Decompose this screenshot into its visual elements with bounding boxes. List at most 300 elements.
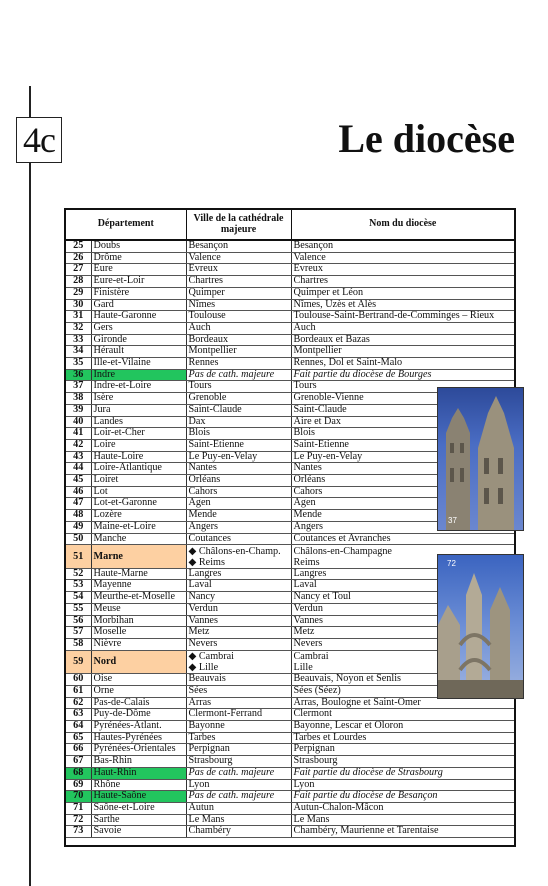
cell-dept-number xyxy=(66,369,91,381)
cell-diocese-name-text: Évreux xyxy=(293,263,323,275)
cell-cathedral-city xyxy=(186,533,291,545)
cell-dept-name-text: Gard xyxy=(93,299,114,310)
cell-cathedral-city-text: Bordeaux xyxy=(188,334,229,345)
cell-dept-name-text: Pas-de-Calais xyxy=(93,697,150,708)
cell-dept-name-text: Haute-Garonne xyxy=(93,310,157,322)
cell-dept-name xyxy=(91,568,186,580)
cell-cathedral-city-text: Laval xyxy=(188,579,212,591)
cell-dept-number-text: 45 xyxy=(73,474,84,486)
cell-diocese-name-text: Orléans xyxy=(293,474,326,486)
cell-diocese-name xyxy=(291,287,514,299)
cell-cathedral-city xyxy=(186,276,291,288)
cell-dept-name-text: Landes xyxy=(93,416,123,427)
cell-dept-number-text: 51 xyxy=(73,551,84,563)
cell-diocese-name xyxy=(291,814,514,826)
cell-cathedral-city xyxy=(186,756,291,768)
flying-buttresses-illustration xyxy=(438,555,523,698)
cell-dept-name xyxy=(91,650,186,674)
cell-dept-number xyxy=(66,779,91,791)
cell-diocese-name-text: Nîmes, Uzès et Alès xyxy=(293,299,377,310)
cell-dept-number xyxy=(66,826,91,838)
cell-dept-name xyxy=(91,802,186,814)
cell-cathedral-city-text: Angers xyxy=(188,521,218,532)
cell-dept-number xyxy=(66,393,91,405)
cell-dept-number-text: 26 xyxy=(73,252,84,263)
cell-dept-name xyxy=(91,486,186,498)
cell-dept-number xyxy=(66,486,91,498)
cell-dept-number-text: 40 xyxy=(73,416,84,427)
table-row xyxy=(66,779,514,791)
cell-cathedral-city xyxy=(186,685,291,697)
cell-diocese-name xyxy=(291,802,514,814)
cell-diocese-name-text: Toulouse-Saint-Bertrand-de-Comminges – Rieux xyxy=(293,310,495,322)
cell-cathedral-city-text: Le Mans xyxy=(188,814,225,825)
cell-diocese-name-text: Chambéry, Maurienne et Tarentaise xyxy=(293,825,439,837)
cell-cathedral-city xyxy=(186,767,291,779)
cell-dept-number-text: 43 xyxy=(73,451,84,462)
cell-diocese-name-text: Fait partie du diocèse de Strasbourg xyxy=(293,767,443,778)
cell-dept-number-text: 56 xyxy=(73,615,84,626)
cell-dept-number xyxy=(66,627,91,639)
cell-diocese-name-text: Rennes, Dol et Saint-Malo xyxy=(293,357,403,369)
cell-dept-number xyxy=(66,404,91,416)
cell-dept-number xyxy=(66,451,91,463)
cell-dept-number xyxy=(66,346,91,358)
cell-diocese-name-text: Clermont xyxy=(293,708,332,720)
cell-diocese-name-text: Saint-Étienne xyxy=(293,439,349,450)
cell-dept-name-text: Eure xyxy=(93,263,113,275)
cell-dept-name-text: Haut-Rhin xyxy=(93,767,137,778)
cell-dept-number xyxy=(66,533,91,545)
cell-dept-number-text: 32 xyxy=(73,322,84,333)
cell-cathedral-city xyxy=(186,322,291,334)
cell-dept-number-text: 48 xyxy=(73,509,84,521)
cell-dept-name xyxy=(91,439,186,451)
cell-diocese-name-text: Angers xyxy=(293,521,323,532)
cell-dept-name xyxy=(91,721,186,733)
cell-dept-number-text: 72 xyxy=(73,814,84,825)
cell-cathedral-city-text: Clermont-Ferrand xyxy=(188,708,263,720)
cell-dept-number-text: 68 xyxy=(73,767,84,778)
cell-dept-name-text: Indre-et-Loire xyxy=(93,380,152,392)
cell-dept-number xyxy=(66,639,91,651)
table-row xyxy=(66,767,514,779)
cell-diocese-name xyxy=(291,767,514,779)
cell-cathedral-city xyxy=(186,299,291,311)
cell-dept-name xyxy=(91,814,186,826)
cell-dept-name-text: Nord xyxy=(93,656,117,668)
cell-dept-name-text: Saône-et-Loire xyxy=(93,802,155,813)
cell-diocese-name-text: Beauvais, Noyon et Senlis xyxy=(293,673,402,685)
cell-dept-name-text: Orne xyxy=(93,685,114,696)
cell-dept-name xyxy=(91,744,186,756)
cell-cathedral-city-text: Bayonne xyxy=(188,720,225,732)
cell-dept-number xyxy=(66,381,91,393)
cell-cathedral-city-text: Lyon xyxy=(188,779,210,790)
cell-dept-name-text: Maine-et-Loire xyxy=(93,521,156,532)
cell-cathedral-city-text: Chartres xyxy=(188,275,224,287)
cell-dept-name xyxy=(91,756,186,768)
cell-dept-number xyxy=(66,510,91,522)
table-row xyxy=(66,791,514,803)
cell-cathedral-city xyxy=(186,592,291,604)
cell-dept-name xyxy=(91,322,186,334)
cell-dept-number-text: 36 xyxy=(73,369,84,380)
cell-cathedral-city xyxy=(186,627,291,639)
cell-cathedral-city-text: ◆ Cambrai xyxy=(188,650,234,662)
cell-dept-name xyxy=(91,358,186,370)
cell-cathedral-city xyxy=(186,475,291,487)
table-row xyxy=(66,334,514,346)
cell-dept-number-text: 29 xyxy=(73,287,84,298)
cell-dept-number xyxy=(66,311,91,323)
cell-diocese-name xyxy=(291,533,514,545)
cell-diocese-name-text: Besançon xyxy=(293,240,334,251)
cell-diocese-name-text: Aire et Dax xyxy=(293,416,342,427)
chapter-number: 4c xyxy=(16,117,62,163)
cell-cathedral-city-text: Le Puy-en-Velay xyxy=(188,451,258,462)
cell-diocese-name-text: Fait partie du diocèse de Besançon xyxy=(293,790,438,802)
cell-diocese-name xyxy=(291,299,514,311)
cell-cathedral-city xyxy=(186,521,291,533)
cell-diocese-name-text: Mende xyxy=(293,509,322,521)
cell-dept-number-text: 52 xyxy=(73,568,84,579)
cell-diocese-name-text: Grenoble-Vienne xyxy=(293,392,364,404)
cell-cathedral-city-text: Orléans xyxy=(188,474,221,486)
cell-dept-number xyxy=(66,685,91,697)
cell-dept-name xyxy=(91,416,186,428)
cell-dept-name xyxy=(91,580,186,592)
cell-diocese-name-text: Nevers xyxy=(293,638,323,649)
cell-dept-number xyxy=(66,264,91,276)
cell-diocese-name xyxy=(291,779,514,791)
cell-cathedral-city-text: ◆ Reims xyxy=(188,556,225,568)
cathedral-photo-le-mans xyxy=(437,554,524,699)
cell-dept-name-text: Jura xyxy=(93,404,111,415)
cell-dept-number-text: 49 xyxy=(73,521,84,532)
cell-dept-number-text: 31 xyxy=(73,310,84,322)
cell-dept-number xyxy=(66,334,91,346)
cell-cathedral-city-text: Perpignan xyxy=(188,743,230,755)
cell-diocese-name-text: Strasbourg xyxy=(293,755,338,767)
cell-dept-name-text: Gers xyxy=(93,322,113,333)
cathedral-photo-tours xyxy=(437,387,524,531)
cell-dept-number xyxy=(66,744,91,756)
cell-cathedral-city-text: Rennes xyxy=(188,357,219,369)
cell-cathedral-city xyxy=(186,615,291,627)
table-row xyxy=(66,311,514,323)
table-row xyxy=(66,322,514,334)
cell-dept-name xyxy=(91,639,186,651)
cell-diocese-name-text: Quimper et Léon xyxy=(293,287,364,298)
cell-diocese-name xyxy=(291,252,514,264)
cell-dept-name xyxy=(91,252,186,264)
column-header-departement: Département xyxy=(66,210,186,240)
cell-cathedral-city xyxy=(186,650,291,674)
cell-diocese-name-text: Auch xyxy=(293,322,316,333)
cell-dept-name xyxy=(91,627,186,639)
cell-diocese-name-text: Autun-Chalon-Mâcon xyxy=(293,802,384,813)
cell-dept-name xyxy=(91,603,186,615)
cell-cathedral-city xyxy=(186,779,291,791)
cell-dept-name xyxy=(91,521,186,533)
cell-dept-name-text: Loire-Atlantique xyxy=(93,462,162,474)
cell-dept-number xyxy=(66,276,91,288)
margin-rule xyxy=(29,86,31,886)
cell-dept-number xyxy=(66,287,91,299)
table-row xyxy=(66,369,514,381)
cell-dept-name xyxy=(91,463,186,475)
cell-cathedral-city xyxy=(186,791,291,803)
cell-dept-number-text: 64 xyxy=(73,720,84,732)
cell-dept-name xyxy=(91,404,186,416)
cell-cathedral-city-text: Valence xyxy=(188,252,221,263)
column-header-diocese: Nom du diocèse xyxy=(291,210,514,240)
cell-dept-number-text: 44 xyxy=(73,462,84,474)
table-row xyxy=(66,826,514,838)
cell-dept-name-text: Finistère xyxy=(93,287,130,298)
cell-cathedral-city-text: Besançon xyxy=(188,240,229,251)
cell-dept-name-text: Indre xyxy=(93,369,115,380)
cell-dept-number-text: 25 xyxy=(73,240,84,251)
cell-cathedral-city xyxy=(186,732,291,744)
cell-cathedral-city-text: Nancy xyxy=(188,591,216,603)
table-row xyxy=(66,732,514,744)
cell-dept-number xyxy=(66,299,91,311)
cell-dept-number xyxy=(66,674,91,686)
cell-dept-name-text: Drôme xyxy=(93,252,122,263)
cell-cathedral-city xyxy=(186,721,291,733)
cell-diocese-name-text: Vannes xyxy=(293,615,323,626)
cell-dept-number xyxy=(66,615,91,627)
cell-cathedral-city-text: Pas de cath. majeure xyxy=(188,767,275,778)
cell-dept-number-text: 61 xyxy=(73,685,84,696)
cell-dept-name-text: Mayenne xyxy=(93,579,132,591)
cell-cathedral-city-text: Vannes xyxy=(188,615,218,626)
cathedral-towers-illustration xyxy=(438,388,523,530)
cell-dept-name xyxy=(91,369,186,381)
cell-cathedral-city-text: Beauvais xyxy=(188,673,226,685)
cell-dept-name-text: Puy-de-Dôme xyxy=(93,708,151,720)
cell-diocese-name-text: Chartres xyxy=(293,275,329,287)
cell-dept-name xyxy=(91,311,186,323)
cell-dept-name-text: Haute-Saône xyxy=(93,790,147,802)
cell-dept-name xyxy=(91,264,186,276)
cell-cathedral-city xyxy=(186,510,291,522)
cell-dept-name xyxy=(91,428,186,440)
cell-dept-name-text: Meuse xyxy=(93,603,121,614)
cell-cathedral-city xyxy=(186,404,291,416)
cell-diocese-name xyxy=(291,334,514,346)
cell-dept-number xyxy=(66,650,91,674)
cell-dept-number-text: 27 xyxy=(73,263,84,275)
cell-dept-number-text: 39 xyxy=(73,404,84,415)
cell-cathedral-city xyxy=(186,697,291,709)
cell-diocese-name-text: Nantes xyxy=(293,462,322,474)
cell-diocese-name-text: Lille xyxy=(293,661,313,673)
table-row xyxy=(66,276,514,288)
cell-dept-name xyxy=(91,287,186,299)
cell-dept-number xyxy=(66,802,91,814)
cell-cathedral-city xyxy=(186,802,291,814)
cell-dept-number xyxy=(66,545,91,569)
cell-diocese-name xyxy=(291,791,514,803)
cell-cathedral-city-text: Saint-Étienne xyxy=(188,439,244,450)
cell-cathedral-city-text: Nîmes xyxy=(188,299,216,310)
cell-dept-number xyxy=(66,521,91,533)
cell-dept-name-text: Doubs xyxy=(93,240,121,251)
cell-dept-number-text: 67 xyxy=(73,755,84,767)
cell-dept-name-text: Manche xyxy=(93,533,127,544)
cell-cathedral-city-text: Nantes xyxy=(188,462,217,474)
cell-dept-number-text: 69 xyxy=(73,779,84,790)
cell-cathedral-city xyxy=(186,498,291,510)
cell-diocese-name-text: Bayonne, Lescar et Oloron xyxy=(293,720,404,732)
cell-cathedral-city-text: Auch xyxy=(188,322,211,333)
cell-diocese-name xyxy=(291,709,514,721)
table-row xyxy=(66,346,514,358)
cell-dept-number-text: 35 xyxy=(73,357,84,369)
cell-diocese-name-text: Cambrai xyxy=(293,650,329,662)
cell-dept-name-text: Bas-Rhin xyxy=(93,755,132,767)
cell-dept-name-text: Pyrénées-Atlant. xyxy=(93,720,162,732)
cell-cathedral-city-text: Toulouse xyxy=(188,310,226,322)
cell-cathedral-city-text: Langres xyxy=(188,568,222,579)
cell-cathedral-city xyxy=(186,451,291,463)
cell-dept-name-text: Moselle xyxy=(93,626,127,638)
cell-diocese-name-text: Agen xyxy=(293,497,316,509)
table-row xyxy=(66,358,514,370)
cell-diocese-name-text: Coutances et Avranches xyxy=(293,533,391,544)
cell-dept-number-text: 73 xyxy=(73,825,84,837)
cell-dept-number-text: 28 xyxy=(73,275,84,287)
cell-diocese-name xyxy=(291,240,514,252)
cell-diocese-name xyxy=(291,346,514,358)
cell-cathedral-city xyxy=(186,674,291,686)
cell-diocese-name-text: Tours xyxy=(293,380,317,392)
cell-dept-name-text: Hérault xyxy=(93,345,125,357)
cell-diocese-name-text: Le Puy-en-Velay xyxy=(293,451,363,462)
cell-dept-name-text: Isère xyxy=(93,392,114,404)
cell-dept-number xyxy=(66,697,91,709)
cell-dept-name xyxy=(91,732,186,744)
cell-dept-number xyxy=(66,498,91,510)
cell-dept-number-text: 59 xyxy=(73,656,84,668)
cell-dept-name xyxy=(91,276,186,288)
cell-cathedral-city-text: Nevers xyxy=(188,638,218,649)
cell-dept-name-text: Haute-Marne xyxy=(93,568,148,579)
table-row xyxy=(66,721,514,733)
cell-dept-name xyxy=(91,709,186,721)
cell-diocese-name xyxy=(291,358,514,370)
cell-cathedral-city-text: Tarbes xyxy=(188,732,216,743)
cell-dept-number-text: 54 xyxy=(73,591,84,603)
table-row xyxy=(66,756,514,768)
cell-diocese-name-text: Fait partie du diocèse de Bourges xyxy=(293,369,432,380)
cell-cathedral-city-text: Sées xyxy=(188,685,208,696)
cell-dept-number-text: 60 xyxy=(73,673,84,685)
cell-dept-name-text: Ille-et-Vilaine xyxy=(93,357,151,369)
cell-cathedral-city-text: Metz xyxy=(188,626,210,638)
cell-cathedral-city-text: Agen xyxy=(188,497,211,509)
cell-dept-name-text: Savoie xyxy=(93,825,122,837)
cell-cathedral-city-text: Évreux xyxy=(188,263,218,275)
cell-diocese-name-text: Nancy et Toul xyxy=(293,591,351,603)
cell-cathedral-city xyxy=(186,486,291,498)
cell-dept-number xyxy=(66,756,91,768)
cell-dept-name xyxy=(91,791,186,803)
table-row xyxy=(66,240,514,252)
cell-diocese-name-text: Valence xyxy=(293,252,326,263)
cell-diocese-name xyxy=(291,732,514,744)
cell-cathedral-city-text: Verdun xyxy=(188,603,218,614)
cell-dept-number-text: 55 xyxy=(73,603,84,614)
cell-dept-number-text: 38 xyxy=(73,392,84,404)
cell-diocese-name-text: Montpellier xyxy=(293,345,342,357)
cell-diocese-name xyxy=(291,264,514,276)
column-header-ville: Ville de la cathédrale majeure xyxy=(186,210,291,240)
cell-dept-name xyxy=(91,475,186,487)
cell-cathedral-city xyxy=(186,580,291,592)
cell-dept-number xyxy=(66,568,91,580)
cell-dept-number xyxy=(66,358,91,370)
cell-dept-name xyxy=(91,240,186,252)
cell-cathedral-city-text: Coutances xyxy=(188,533,231,544)
cell-dept-number-text: 53 xyxy=(73,579,84,591)
cell-diocese-name xyxy=(291,744,514,756)
cell-cathedral-city xyxy=(186,381,291,393)
cell-cathedral-city xyxy=(186,240,291,252)
cell-dept-number-text: 57 xyxy=(73,626,84,638)
cell-dept-number-text: 71 xyxy=(73,802,84,813)
cell-cathedral-city xyxy=(186,358,291,370)
cell-dept-number xyxy=(66,252,91,264)
cell-cathedral-city-text: Mende xyxy=(188,509,217,521)
cell-dept-name-text: Lozère xyxy=(93,509,122,521)
cell-dept-name xyxy=(91,381,186,393)
cell-cathedral-city xyxy=(186,428,291,440)
cell-dept-number xyxy=(66,791,91,803)
cell-diocese-name-text: Saint-Claude xyxy=(293,404,347,415)
table-row xyxy=(66,264,514,276)
cell-dept-number xyxy=(66,709,91,721)
cell-dept-name xyxy=(91,779,186,791)
cell-dept-number xyxy=(66,580,91,592)
cell-dept-number xyxy=(66,721,91,733)
cell-dept-name xyxy=(91,393,186,405)
cell-dept-number xyxy=(66,439,91,451)
cell-dept-name-text: Lot-et-Garonne xyxy=(93,497,157,509)
photo-label-72: 72 xyxy=(447,559,456,568)
cell-dept-name-text: Morbihan xyxy=(93,615,134,626)
cell-diocese-name xyxy=(291,721,514,733)
cell-dept-number xyxy=(66,463,91,475)
cell-diocese-name-text: Tarbes et Lourdes xyxy=(293,732,367,743)
cell-cathedral-city xyxy=(186,744,291,756)
cell-dept-number-text: 34 xyxy=(73,345,84,357)
cell-cathedral-city xyxy=(186,439,291,451)
table-row xyxy=(66,299,514,311)
cell-dept-name-text: Eure-et-Loir xyxy=(93,275,145,287)
cell-cathedral-city-text: Blois xyxy=(188,427,211,439)
cell-dept-number-text: 30 xyxy=(73,299,84,310)
cell-dept-number xyxy=(66,240,91,252)
cell-dept-name-text: Lot xyxy=(93,486,108,497)
cell-diocese-name-text: Laval xyxy=(293,579,317,591)
cell-dept-name xyxy=(91,346,186,358)
cell-diocese-name xyxy=(291,369,514,381)
cell-dept-name xyxy=(91,545,186,569)
